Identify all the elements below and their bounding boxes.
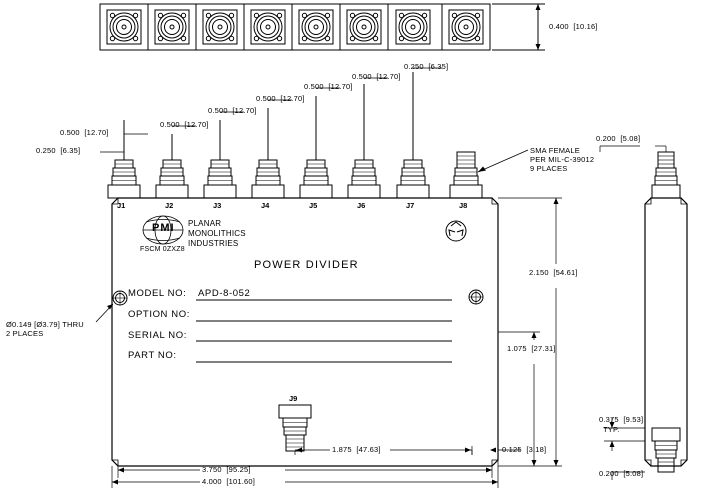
dim-top-7: 0.500 [12.70] [352, 72, 401, 81]
dim-bottom-center: 1.875 [47.63] [332, 445, 381, 454]
page-title: POWER DIVIDER [254, 259, 359, 271]
port-label-j7: J7 [406, 201, 415, 210]
port-label-j3: J3 [213, 201, 222, 210]
note-sma-line3: 9 PLACES [530, 164, 568, 173]
note-typ: TYP. [603, 425, 620, 434]
nameplate-label-serial: SERIAL NO: [128, 330, 187, 341]
dim-side-thickness: 0.375 [9.53] [599, 415, 644, 424]
dim-top-8: 0.250 [6.35] [404, 62, 449, 71]
dim-width-inner: 3.750 [95.25] [202, 465, 251, 474]
company-line-3: INDUSTRIES [188, 239, 239, 248]
port-label-j8: J8 [459, 201, 468, 210]
nameplate-label-option: OPTION NO: [128, 309, 190, 320]
dim-width-overall: 4.000 [101.60] [202, 477, 256, 486]
note-hole-line2: 2 PLACES [6, 329, 44, 338]
dim-top-5: 0.500 [12.70] [256, 94, 305, 103]
dim-height-half: 1.075 [27.31] [507, 344, 556, 353]
dim-top-thickness: 0.400 [10.16] [549, 22, 598, 31]
dim-side-top-offset: 0.200 [5.08] [596, 134, 641, 143]
nameplate-value-model: APD-8-052 [198, 288, 251, 299]
dim-bottom-edge: 0.125 [3.18] [502, 445, 547, 454]
note-sma-line2: PER MIL-C-39012 [530, 155, 595, 164]
port-label-j6: J6 [357, 201, 366, 210]
nameplate-label-part: PART NO: [128, 350, 177, 361]
dim-top-1: 0.250 [6.35] [36, 146, 81, 155]
dim-height-overall: 2.150 [54.61] [529, 268, 578, 277]
dim-top-4: 0.500 [12.70] [208, 106, 257, 115]
fscm-code: FSCM 0ZXZ8 [140, 246, 185, 253]
company-line-1: PLANAR [188, 219, 222, 228]
port-label-j1: J1 [117, 201, 126, 210]
nameplate-label-model: MODEL NO: [128, 288, 187, 299]
dim-side-bottom: 0.200 [5.08] [599, 469, 644, 478]
dim-top-6: 0.500 [12.70] [304, 82, 353, 91]
port-label-j9: J9 [289, 394, 298, 403]
dim-top-2: 0.500 [12.70] [60, 128, 109, 137]
port-label-j2: J2 [165, 201, 174, 210]
note-sma-line1: SMA FEMALE [530, 146, 580, 155]
company-line-2: MONOLITHICS [188, 229, 246, 238]
port-label-j5: J5 [309, 201, 318, 210]
dim-top-3: 0.500 [12.70] [160, 120, 209, 129]
port-label-j4: J4 [261, 201, 270, 210]
note-hole-line1: Ø0.149 [Ø3.79] THRU [6, 320, 84, 329]
pmi-logo-text: PMI [152, 222, 175, 234]
